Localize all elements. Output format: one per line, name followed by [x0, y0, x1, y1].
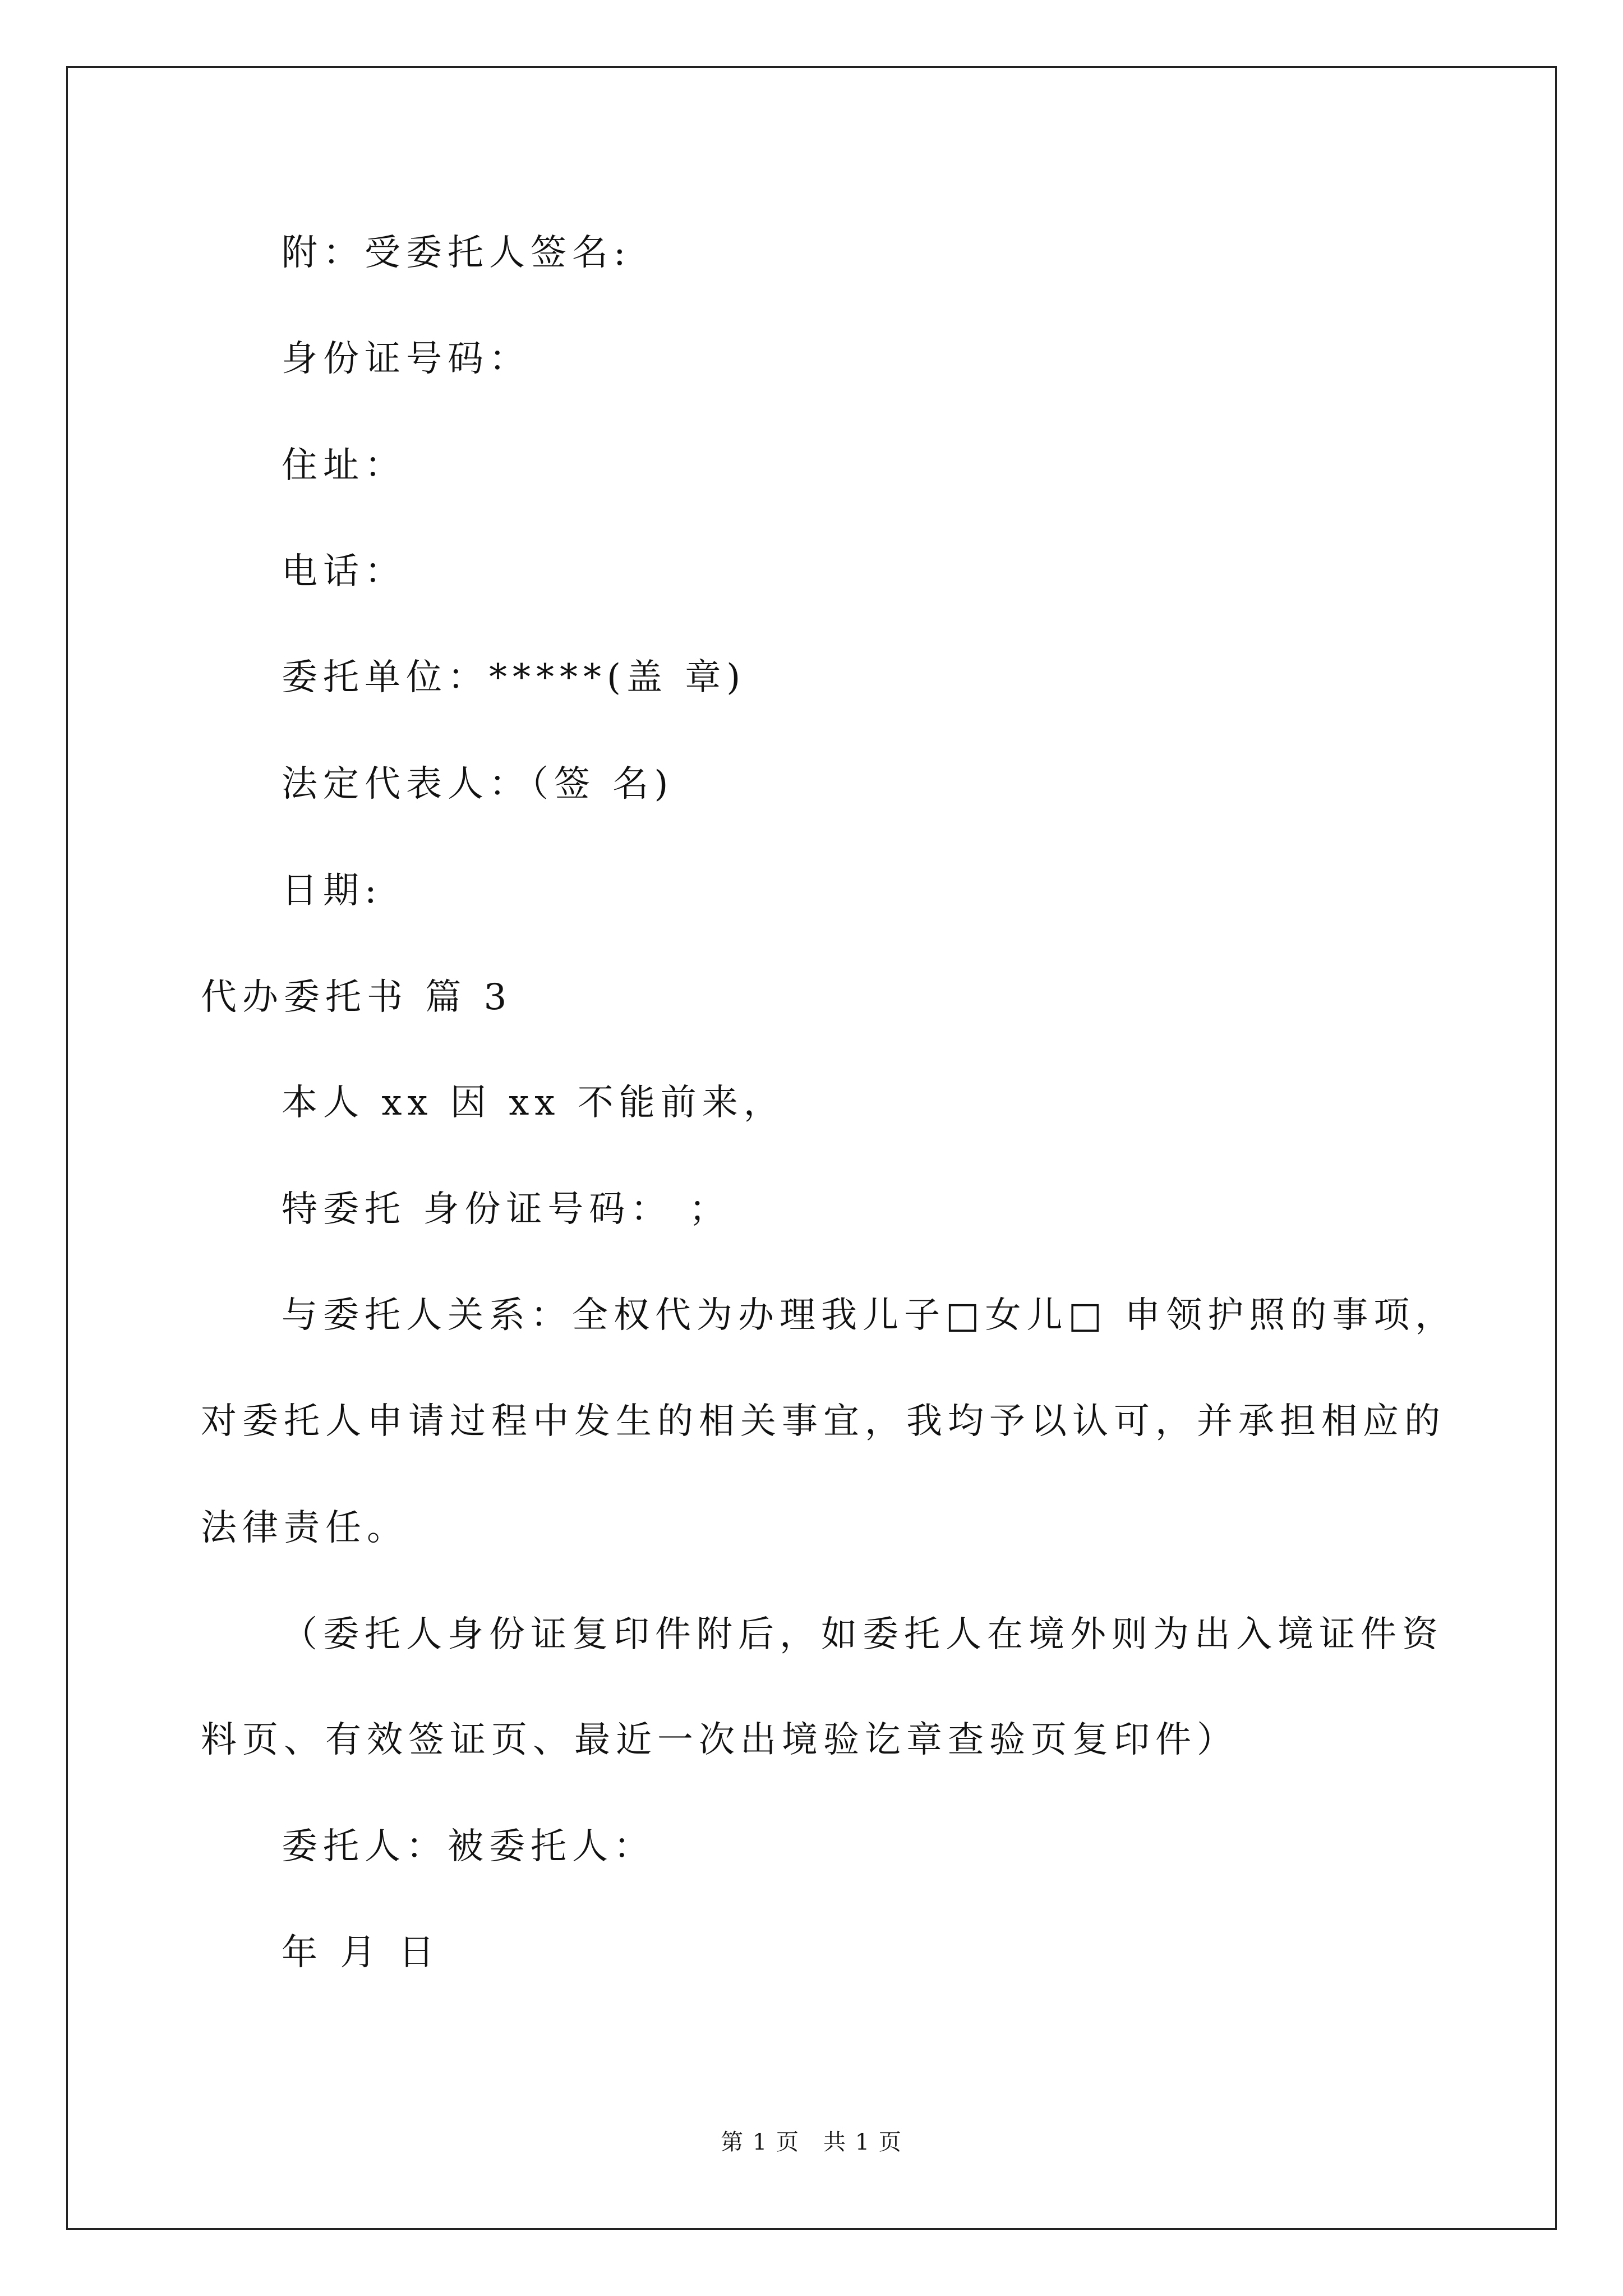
entrust-id-line: 特委托 身份证号码： ； [282, 1189, 731, 1230]
section-heading: 代办委托书 篇 3 [201, 977, 513, 1018]
body-paragraph-line-2: 对委托人申请过程中发生的相关事宜，我均予以认可，并承担相应的 [201, 1401, 1446, 1442]
attachment-note-line-1: （委托人身份证复印件附后，如委托人在境外则为出入境证件资 [282, 1614, 1444, 1655]
attached-signee-signature-line: 附：受委托人签名: [282, 232, 631, 274]
phone-line: 电话： [282, 551, 406, 592]
statement-line: 本人 xx 因 xx 不能前来， [282, 1082, 785, 1124]
legal-representative-line: 法定代表人：（签 名) [282, 763, 674, 805]
id-number-line: 身份证号码： [282, 338, 531, 380]
body-paragraph-line-3: 法律责任。 [201, 1507, 408, 1549]
address-line: 住址： [282, 445, 406, 486]
page-footer: 第 1 页 共 1 页 [721, 2129, 902, 2155]
attachment-note-line-2: 料页、有效签证页、最近一次出境验讫章查验页复印件） [201, 1719, 1238, 1761]
signature-parties-line: 委托人：被委托人： [282, 1826, 655, 1867]
signing-date-line: 年 月 日 [282, 1932, 440, 1973]
body-paragraph-line-1: 与委托人关系：全权代为办理我儿子□女儿□ 申领护照的事项， [282, 1295, 1457, 1336]
date-line: 日期: [282, 870, 382, 912]
entrusting-unit-line: 委托单位：*****(盖 章) [282, 657, 746, 698]
